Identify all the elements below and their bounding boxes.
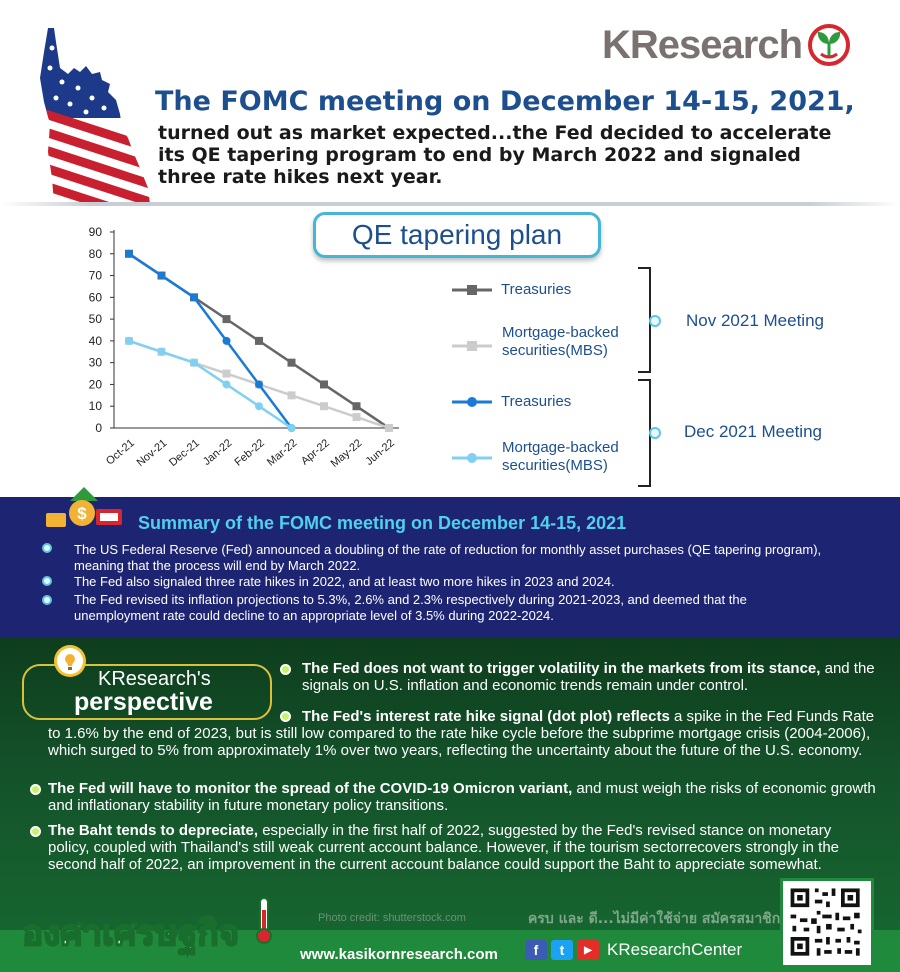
- money-icon: [40, 483, 126, 531]
- data-point: [288, 359, 296, 367]
- legend-group-dec-meeting: Dec 2021 Meeting: [684, 422, 822, 441]
- perspective-title-line2: perspective: [74, 688, 213, 716]
- nov-bracket-dot: [650, 316, 660, 326]
- data-point: [190, 293, 198, 301]
- y-tick-label: 90: [88, 225, 102, 239]
- summary-bullet-icon: [42, 595, 52, 605]
- legend-marker-nov-mbs: [467, 341, 477, 351]
- social-links: [525, 940, 742, 960]
- svg-text:$: $: [77, 504, 87, 523]
- perspective-point-body: and must weigh the risks of economic growth and inflationary stability in future monetary policy transitions.: [48, 780, 876, 814]
- perspective-point-lead: The Fed's interest rate hike signal (dot plot) reflects: [302, 708, 670, 725]
- youtube-icon[interactable]: ▶: [577, 940, 599, 960]
- nov-bracket: [638, 268, 650, 372]
- data-point: [125, 250, 133, 258]
- perspective-bullet-icon: [280, 664, 291, 675]
- photo-credit: Photo credit: shutterstock.com: [318, 912, 466, 924]
- summary-item: The US Federal Reserve (Fed) announced a doubling of the rate of reduction for monthly asset purchases (QE tapering program), meaning that the process will end by March 2022.: [74, 542, 822, 573]
- x-tick-label: Jan-22: [200, 437, 235, 468]
- y-tick-label: 20: [88, 377, 102, 392]
- perspective-point: [48, 708, 876, 759]
- y-tick-label: 70: [88, 268, 102, 283]
- summary-bullet-icon: [42, 576, 52, 586]
- data-point: [320, 402, 328, 410]
- perspective-point-body: a spike in the Fed Funds Rate to 1.6% by the end of 2023, but is still low compared to the rate hike cycle before the subprime mortgage crisis (2004-2006), which surged to 5% from approximately 1% over two years, reflecting the uncertainty about the future of the U.S. economy.: [48, 708, 875, 759]
- legend-label-nov-treasuries: Treasuries: [501, 281, 572, 298]
- y-tick-label: 60: [88, 290, 102, 305]
- x-tick-label: Jun-22: [363, 437, 397, 468]
- social-handle[interactable]: KResearchCenter: [607, 940, 743, 959]
- data-point: [158, 272, 166, 280]
- perspective-point-lead: The Fed will have to monitor the spread of the COVID-19 Omicron variant,: [48, 780, 573, 797]
- chart-title: QE tapering plan: [313, 212, 601, 258]
- y-tick-label: 40: [88, 333, 102, 348]
- kbank-leaf-icon: [808, 24, 850, 66]
- perspective-point-lead: The Fed does not want to trigger volatility in the markets from its stance,: [302, 660, 821, 677]
- data-point: [255, 337, 263, 345]
- y-tick-label: 80: [88, 246, 102, 261]
- y-tick-label: 0: [95, 421, 102, 435]
- dec-bracket: [638, 380, 650, 486]
- summary-item: The Fed also signaled three rate hikes in 2022, and at least two more hikes in 2023 and 2024.: [74, 574, 615, 589]
- perspective-bullet-icon: [30, 784, 41, 795]
- data-point: [223, 337, 231, 345]
- x-tick-label: Apr-22: [298, 437, 332, 468]
- qr-code[interactable]: [780, 878, 874, 968]
- x-tick-label: Feb-22: [232, 437, 267, 469]
- legend-marker-nov-treasuries: [467, 285, 477, 295]
- y-tick-label: 10: [88, 399, 102, 414]
- y-tick-label: 50: [88, 312, 102, 327]
- logo-text: KResearch: [602, 22, 803, 67]
- series-line-2: [129, 254, 292, 428]
- legend-marker-dec-treasuries: [467, 397, 477, 407]
- data-point: [353, 402, 361, 410]
- x-tick-label: Nov-21: [134, 437, 170, 470]
- x-tick-label: Dec-21: [167, 437, 202, 470]
- data-point: [190, 359, 198, 367]
- data-point: [255, 402, 263, 410]
- dec-bracket-dot: [650, 428, 660, 438]
- divider: [0, 202, 900, 206]
- perspective-bullet-icon: [30, 826, 41, 837]
- data-point: [223, 370, 231, 378]
- data-point: [288, 391, 296, 399]
- website-link[interactable]: www.kasikornresearch.com: [300, 946, 498, 963]
- statue-of-liberty-flag-image: [30, 28, 150, 204]
- perspective-point-body: especially in the first half of 2022, suggested by the Fed's revised stance on monetary policy, coupled with Thailand's still weak current account balance. However, if the tourism sectorrecovers strongly in the second half of 2022, an improvement in the current account balance could support the Baht to appreciate somewhat.: [48, 822, 840, 873]
- data-point: [255, 380, 263, 388]
- data-point: [353, 413, 361, 421]
- data-point: [223, 315, 231, 323]
- data-point: [385, 424, 393, 432]
- data-point: [223, 380, 231, 388]
- data-point: [125, 337, 133, 345]
- legend-label-dec-mbs-1: Mortgage-backed: [502, 439, 619, 456]
- data-point: [158, 348, 166, 356]
- data-point: [288, 424, 296, 432]
- page-subtitle: turned out as market expected...the Fed decided to accelerate its QE tapering program to end by March 2022 and signaled three rate hikes next year.: [158, 122, 832, 188]
- perspective-point-body: and the signals on U.S. inflation and economic trends remain under control.: [302, 660, 875, 694]
- lightbulb-icon: [53, 644, 87, 678]
- perspective-point-lead: The Baht tends to depreciate,: [48, 822, 259, 839]
- summary-item: The Fed revised its inflation projections to 5.3%, 2.6% and 2.3% respectively during 2021-2023, and deemed that the unemployment rate could decline to an appropriate level of 3.5% during 2022-2024.: [74, 592, 747, 623]
- legend-label-nov-mbs-1: Mortgage-backed: [502, 324, 619, 341]
- legend-label-dec-treasuries: Treasuries: [501, 393, 572, 410]
- legend-label-dec-mbs-2: securities(MBS): [502, 457, 608, 474]
- footer-slogan: ครบ และ ดี...ไม่มีค่าใช้จ่าย สมัครสมาชิก: [528, 911, 781, 927]
- legend-group-nov-meeting: Nov 2021 Meeting: [686, 311, 824, 330]
- perspective-point: [302, 660, 877, 694]
- y-tick-label: 30: [88, 355, 102, 370]
- x-tick-label: May-22: [328, 437, 365, 470]
- x-tick-label: Mar-22: [265, 437, 300, 469]
- legend-label-nov-mbs-2: securities(MBS): [502, 342, 608, 359]
- perspective-point: [48, 780, 878, 814]
- x-tick-label: Oct-21: [103, 437, 137, 468]
- thermometer-icon: [254, 896, 274, 944]
- data-point: [320, 380, 328, 388]
- summary-title: Summary of the FOMC meeting on December 14-15, 2021: [138, 513, 627, 533]
- summary-bullet-icon: [42, 543, 52, 553]
- perspective-title-line1: KResearch's: [98, 668, 211, 690]
- facebook-icon[interactable]: f: [525, 940, 547, 960]
- twitter-icon[interactable]: t: [551, 940, 573, 960]
- page-title: The FOMC meeting on December 14-15, 2021,: [155, 86, 855, 117]
- perspective-point: [48, 822, 848, 873]
- series-line-3: [129, 341, 292, 428]
- kresearch-logo: [602, 20, 850, 70]
- thai-brand-title: องศาเศรษฐกิจ: [22, 914, 240, 954]
- legend-marker-dec-mbs: [467, 453, 477, 463]
